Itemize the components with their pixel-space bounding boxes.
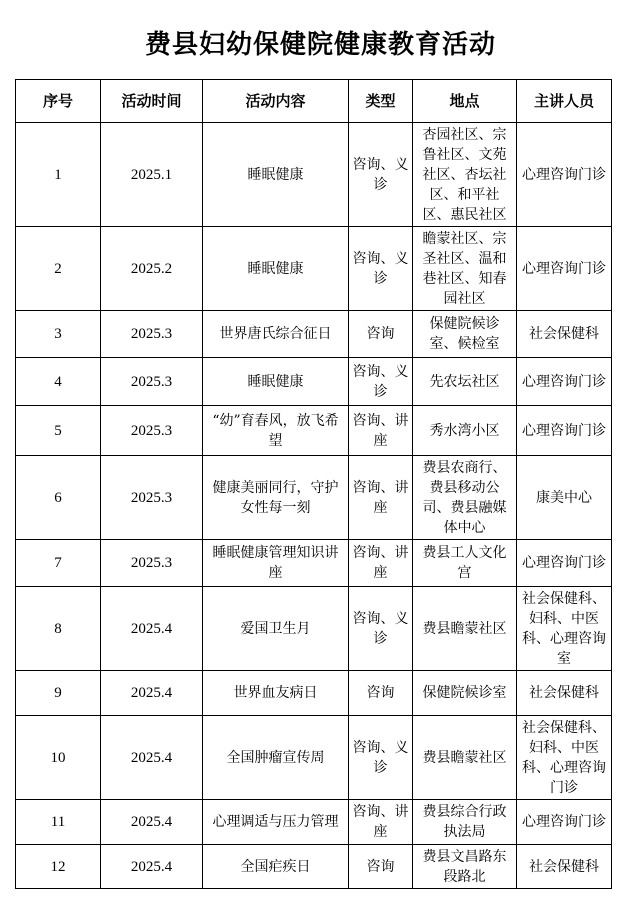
cell-place: 费县综合行政执法局 xyxy=(413,800,517,845)
cell-no: 7 xyxy=(16,540,101,587)
cell-no: 2 xyxy=(16,227,101,311)
table-row xyxy=(16,540,612,587)
cell-no: 1 xyxy=(16,123,101,227)
table-row xyxy=(16,671,612,716)
table-row xyxy=(16,311,612,358)
cell-speaker: 社会保健科、妇科、中医科、心理咨询门诊 xyxy=(517,716,612,800)
cell-content: 世界血友病日 xyxy=(203,671,349,716)
cell-type: 咨询 xyxy=(349,311,413,358)
cell-speaker: 心理咨询门诊 xyxy=(517,227,612,311)
header-time: 活动时间 xyxy=(101,80,203,123)
header-type: 类型 xyxy=(349,80,413,123)
cell-place: 先农坛社区 xyxy=(413,358,517,406)
cell-place: 费县瞻蒙社区 xyxy=(413,587,517,671)
table-header-row xyxy=(16,80,612,123)
table-row xyxy=(16,456,612,540)
cell-no: 9 xyxy=(16,671,101,716)
cell-no: 5 xyxy=(16,406,101,456)
cell-type: 咨询、义诊 xyxy=(349,227,413,311)
cell-content: 睡眠健康管理知识讲座 xyxy=(203,540,349,587)
cell-type: 咨询、义诊 xyxy=(349,716,413,800)
cell-time: 2025.3 xyxy=(101,540,203,587)
cell-time: 2025.3 xyxy=(101,456,203,540)
cell-time: 2025.2 xyxy=(101,227,203,311)
cell-time: 2025.3 xyxy=(101,311,203,358)
table-row xyxy=(16,716,612,800)
cell-place: 瞻蒙社区、宗圣社区、温和巷社区、知春园社区 xyxy=(413,227,517,311)
cell-content: 睡眠健康 xyxy=(203,123,349,227)
cell-type: 咨询、讲座 xyxy=(349,456,413,540)
cell-no: 11 xyxy=(16,800,101,845)
cell-place: 保健院候诊室、候检室 xyxy=(413,311,517,358)
cell-type: 咨询 xyxy=(349,845,413,889)
cell-time: 2025.4 xyxy=(101,587,203,671)
table-row xyxy=(16,227,612,311)
cell-time: 2025.4 xyxy=(101,716,203,800)
cell-no: 10 xyxy=(16,716,101,800)
cell-content: 全国疟疾日 xyxy=(203,845,349,889)
cell-speaker: 心理咨询门诊 xyxy=(517,358,612,406)
cell-speaker: 社会保健科 xyxy=(517,311,612,358)
cell-speaker: 心理咨询门诊 xyxy=(517,800,612,845)
cell-content: 睡眠健康 xyxy=(203,227,349,311)
cell-type: 咨询、义诊 xyxy=(349,358,413,406)
cell-speaker: 社会保健科 xyxy=(517,845,612,889)
cell-place: 保健院候诊室 xyxy=(413,671,517,716)
cell-no: 6 xyxy=(16,456,101,540)
cell-place: 费县文昌路东段路北 xyxy=(413,845,517,889)
cell-no: 4 xyxy=(16,358,101,406)
page-title: 费县妇幼保健院健康教育活动 xyxy=(144,30,496,60)
cell-content: “幼”育春风，放飞希望 xyxy=(203,406,349,456)
cell-place: 秀水湾小区 xyxy=(413,406,517,456)
cell-speaker: 社会保健科 xyxy=(517,671,612,716)
header-no: 序号 xyxy=(16,80,101,123)
activity-table xyxy=(15,79,612,889)
cell-speaker: 心理咨询门诊 xyxy=(517,540,612,587)
cell-speaker: 心理咨询门诊 xyxy=(517,406,612,456)
cell-time: 2025.4 xyxy=(101,800,203,845)
header-place: 地点 xyxy=(413,80,517,123)
cell-type: 咨询、义诊 xyxy=(349,587,413,671)
cell-content: 爱国卫生月 xyxy=(203,587,349,671)
cell-type: 咨询 xyxy=(349,671,413,716)
cell-no: 8 xyxy=(16,587,101,671)
table-row xyxy=(16,587,612,671)
table-row xyxy=(16,123,612,227)
cell-content: 心理调适与压力管理 xyxy=(203,800,349,845)
header-speaker: 主讲人员 xyxy=(517,80,612,123)
cell-time: 2025.1 xyxy=(101,123,203,227)
cell-place: 费县工人文化宫 xyxy=(413,540,517,587)
table-row xyxy=(16,406,612,456)
table-row xyxy=(16,800,612,845)
cell-content: 全国肿瘤宣传周 xyxy=(203,716,349,800)
table-row xyxy=(16,358,612,406)
cell-type: 咨询、义诊 xyxy=(349,123,413,227)
cell-speaker: 社会保健科、妇科、中医科、心理咨询室 xyxy=(517,587,612,671)
cell-type: 咨询、讲座 xyxy=(349,540,413,587)
cell-no: 12 xyxy=(16,845,101,889)
cell-no: 3 xyxy=(16,311,101,358)
cell-content: 世界唐氏综合征日 xyxy=(203,311,349,358)
cell-type: 咨询、讲座 xyxy=(349,406,413,456)
cell-place: 费县瞻蒙社区 xyxy=(413,716,517,800)
cell-content: 健康美丽同行，守护女性每一刻 xyxy=(203,456,349,540)
cell-time: 2025.3 xyxy=(101,406,203,456)
cell-time: 2025.4 xyxy=(101,845,203,889)
cell-place: 费县农商行、费县移动公司、费县融媒体中心 xyxy=(413,456,517,540)
cell-speaker: 心理咨询门诊 xyxy=(517,123,612,227)
cell-place: 杏园社区、宗鲁社区、文苑社区、杏坛社区、和平社区、惠民社区 xyxy=(413,123,517,227)
header-content: 活动内容 xyxy=(203,80,349,123)
table-row xyxy=(16,845,612,889)
cell-content: 睡眠健康 xyxy=(203,358,349,406)
cell-type: 咨询、讲座 xyxy=(349,800,413,845)
cell-time: 2025.4 xyxy=(101,671,203,716)
cell-time: 2025.3 xyxy=(101,358,203,406)
cell-speaker: 康美中心 xyxy=(517,456,612,540)
